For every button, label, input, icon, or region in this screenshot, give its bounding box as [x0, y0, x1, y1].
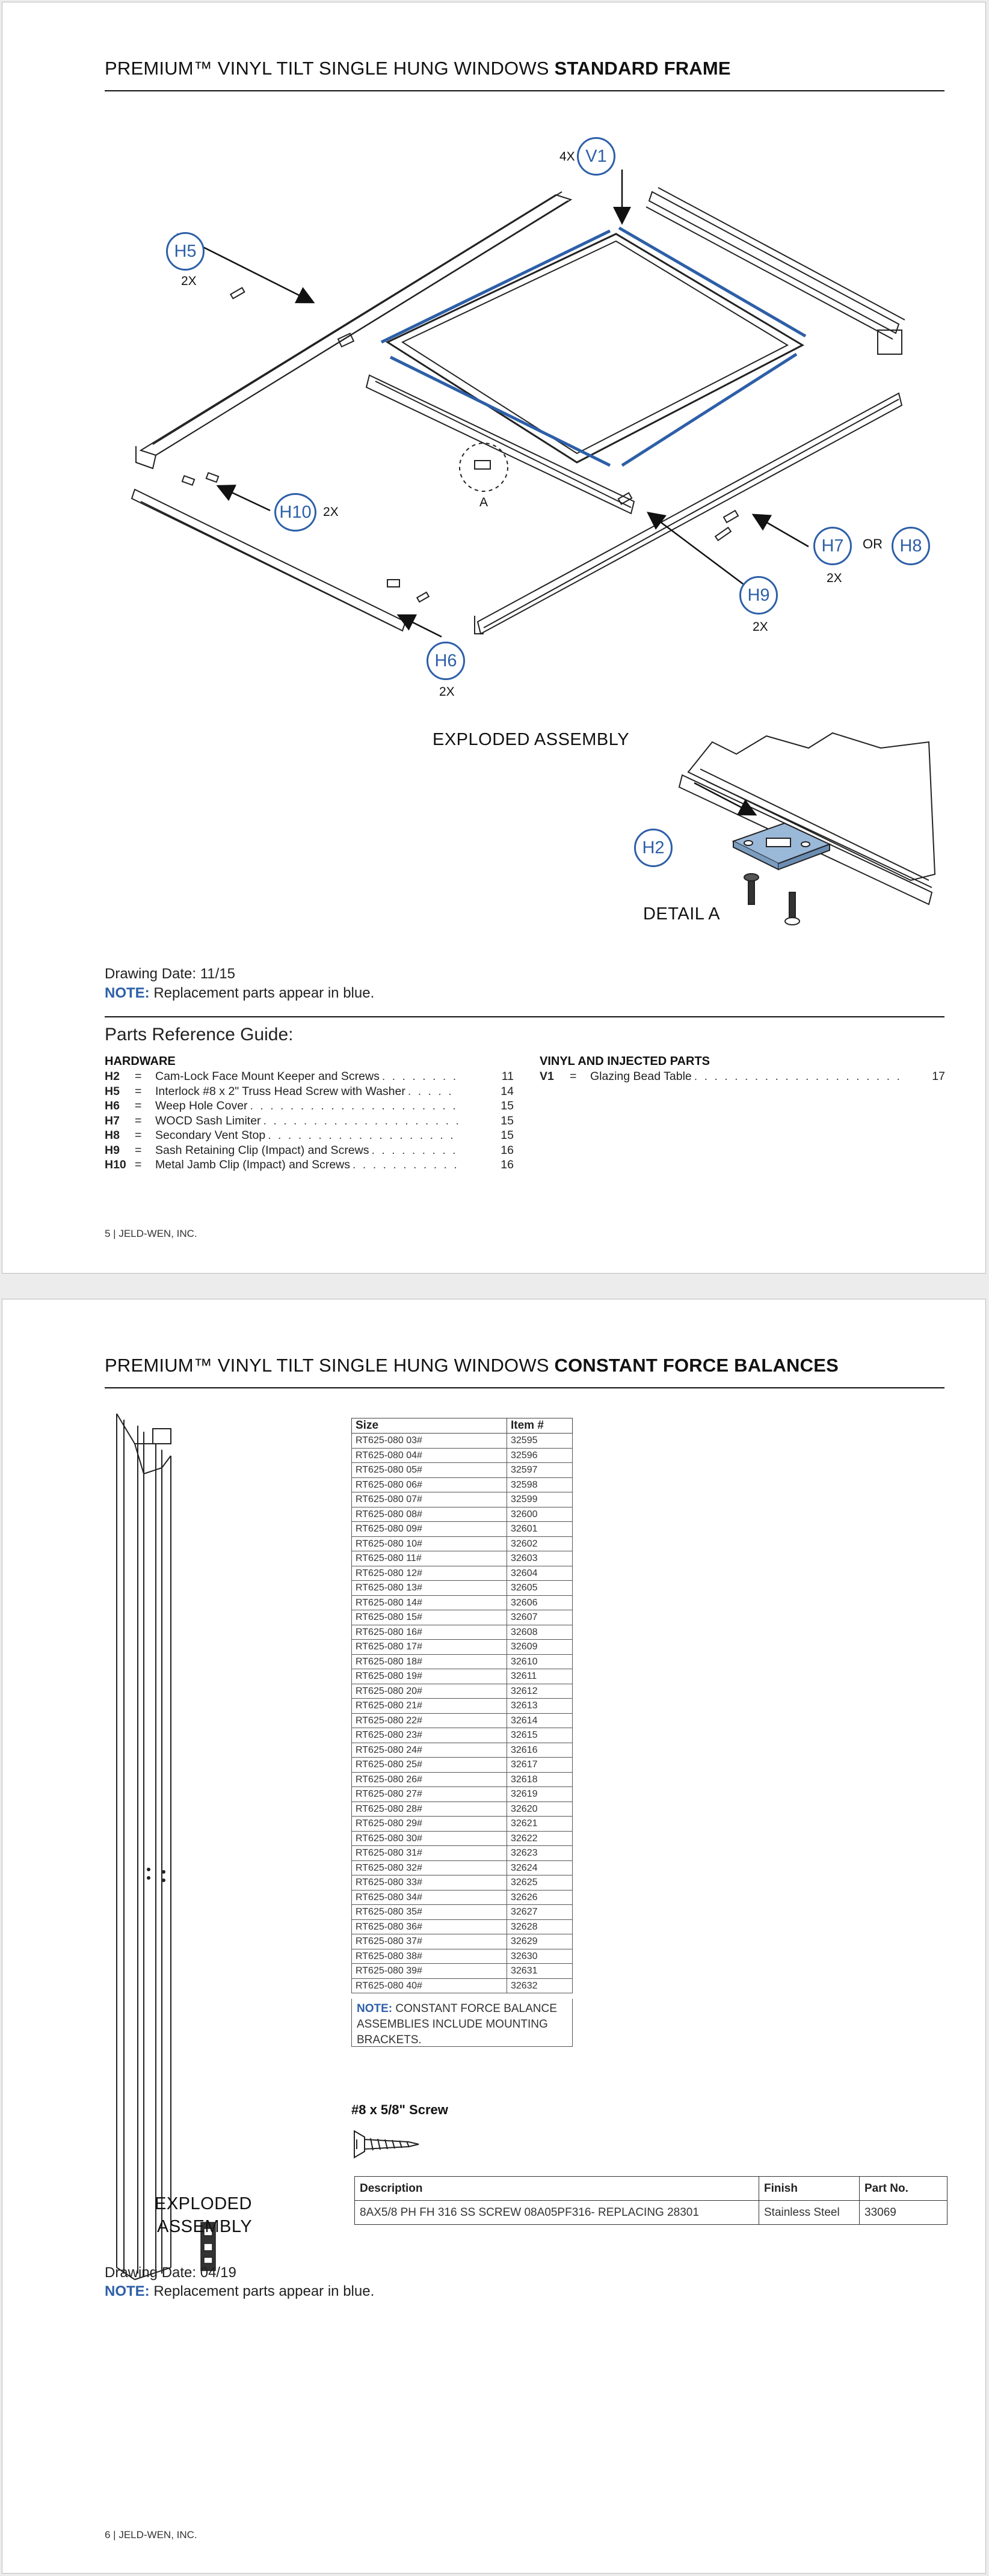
item-header: Item # [507, 1418, 573, 1434]
parts-ref-pg: 16 [501, 1158, 514, 1171]
item-cell: 32624 [507, 1860, 573, 1875]
item-cell: 32612 [507, 1684, 573, 1699]
parts-ref-dots: . . . . . . . . . [371, 1143, 458, 1157]
size-cell: RT625-080 25# [352, 1758, 507, 1773]
title-prefix: PREMIUM™ VINYL TILT SINGLE HUNG WINDOWS [105, 1355, 549, 1376]
parts-ref-pg: 15 [501, 1129, 514, 1142]
size-cell: RT625-080 17# [352, 1640, 507, 1655]
size-cell: RT625-080 33# [352, 1875, 507, 1891]
parts-ref-desc: Secondary Vent Stop [155, 1129, 266, 1142]
replacement-note [105, 985, 374, 1002]
parts-ref-code: V1 [540, 1070, 554, 1083]
parts-ref-desc: WOCD Sash Limiter [155, 1114, 261, 1127]
item-cell: 32625 [507, 1875, 573, 1891]
item-cell: 32623 [507, 1846, 573, 1861]
parts-ref-code: H2 [105, 1070, 120, 1083]
table-row [352, 1492, 573, 1507]
table-row [352, 1640, 573, 1655]
or-text: OR [863, 536, 883, 551]
parts-ref-code: H9 [105, 1143, 120, 1157]
item-cell: 32604 [507, 1566, 573, 1581]
item-cell: 32608 [507, 1625, 573, 1640]
table-row [352, 1699, 573, 1714]
table-row [352, 1610, 573, 1625]
exploded-label-line2: ASSEMBLY [157, 2217, 253, 2236]
table-row [352, 1654, 573, 1669]
item-cell: 32599 [507, 1492, 573, 1507]
table-row [352, 1448, 573, 1463]
callout-h10[interactable]: H10 [274, 493, 316, 532]
item-cell: 32615 [507, 1728, 573, 1743]
drawing-date: Drawing Date: 11/15 [105, 966, 236, 982]
size-cell: RT625-080 39# [352, 1964, 507, 1979]
page-title [105, 58, 944, 79]
table-row [352, 1507, 573, 1522]
size-cell: RT625-080 30# [352, 1831, 507, 1846]
size-cell: RT625-080 29# [352, 1817, 507, 1832]
size-cell: RT625-080 19# [352, 1669, 507, 1684]
balance-assembly-icon [111, 1408, 231, 2298]
item-cell: 32631 [507, 1964, 573, 1979]
parts-ref-dots: . . . . . . . . [381, 1070, 458, 1083]
h6-qty: 2X [439, 685, 455, 699]
parts-ref-eq: = [135, 1070, 142, 1083]
parts-ref-row [105, 1143, 514, 1158]
exploded-label-line1: EXPLODED [155, 2194, 252, 2213]
table-row [352, 1551, 573, 1566]
parts-ref-desc: Cam-Lock Face Mount Keeper and Screws [155, 1070, 380, 1083]
table-row [352, 1875, 573, 1891]
parts-ref-eq: = [135, 1158, 142, 1171]
h10-qty: 2X [323, 505, 339, 519]
item-cell: 32601 [507, 1522, 573, 1537]
table-row [352, 1890, 573, 1905]
page-footer: 5 | JELD-WEN, INC. [105, 1228, 197, 1239]
size-cell: RT625-080 07# [352, 1492, 507, 1507]
parts-ref-code: H7 [105, 1114, 120, 1127]
vinyl-list [540, 1069, 945, 1084]
item-cell: 32613 [507, 1699, 573, 1714]
table-row [352, 1477, 573, 1492]
item-cell: 32626 [507, 1890, 573, 1905]
item-cell: 32630 [507, 1949, 573, 1964]
manual-page-5 [2, 2, 986, 1274]
size-cell: RT625-080 10# [352, 1536, 507, 1551]
screw-title: #8 x 5/8" Screw [351, 2102, 448, 2117]
window-frame-icon [93, 117, 935, 658]
table-row [352, 1817, 573, 1832]
size-cell: RT625-080 15# [352, 1610, 507, 1625]
parts-ref-dots: . . . . . [407, 1084, 454, 1098]
title-prefix: PREMIUM™ VINYL TILT SINGLE HUNG WINDOWS [105, 58, 549, 79]
parts-ref-pg: 16 [501, 1143, 514, 1157]
item-cell: 32602 [507, 1536, 573, 1551]
description-cell: 8AX5/8 PH FH 316 SS SCREW 08A05PF316- REPLACING 28301 [355, 2201, 759, 2225]
size-cell: RT625-080 08# [352, 1507, 507, 1522]
table-note [351, 1999, 573, 2047]
callout-h8[interactable]: H8 [892, 527, 930, 565]
parts-ref-desc: Weep Hole Cover [155, 1099, 248, 1112]
size-cell: RT625-080 24# [352, 1743, 507, 1758]
replacement-note [105, 2283, 374, 2300]
size-cell: RT625-080 12# [352, 1566, 507, 1581]
table-row [352, 1905, 573, 1920]
parts-ref-code: H8 [105, 1129, 120, 1142]
v1-qty: 4X [559, 150, 575, 164]
size-cell: RT625-080 37# [352, 1934, 507, 1949]
size-cell: RT625-080 13# [352, 1581, 507, 1596]
item-cell: 32629 [507, 1934, 573, 1949]
balance-size-table [351, 1418, 573, 1993]
table-row [352, 1846, 573, 1861]
parts-ref-dots: . . . . . . . . . . . . . . . . . . . . [263, 1114, 461, 1127]
item-cell: 32606 [507, 1595, 573, 1610]
section-rule [105, 1016, 944, 1017]
size-cell: RT625-080 04# [352, 1448, 507, 1463]
hardware-heading: HARDWARE [105, 1055, 176, 1068]
table-row [352, 1978, 573, 1993]
table-row [352, 1758, 573, 1773]
size-cell: RT625-080 09# [352, 1522, 507, 1537]
size-cell: RT625-080 32# [352, 1860, 507, 1875]
h5-qty: 2X [181, 274, 197, 288]
parts-ref-desc: Interlock #8 x 2" Truss Head Screw with Washer [155, 1084, 405, 1098]
table-row [352, 1860, 573, 1875]
callout-h5[interactable]: H5 [166, 232, 205, 271]
description-header: Description [355, 2177, 759, 2201]
hardware-list [105, 1069, 514, 1173]
table-row [352, 1684, 573, 1699]
part-no-cell: 33069 [860, 2201, 947, 2225]
note-text: Replacement parts appear in blue. [149, 985, 375, 1001]
parts-ref-eq: = [135, 1114, 142, 1127]
item-cell: 32609 [507, 1640, 573, 1655]
cam-lock-keeper-icon [628, 730, 941, 983]
table-row [352, 1831, 573, 1846]
size-cell: RT625-080 34# [352, 1890, 507, 1905]
parts-ref-dots: . . . . . . . . . . . . . . . . . . . . . [694, 1070, 902, 1083]
parts-ref-pg: 15 [501, 1114, 514, 1127]
table-row [352, 1772, 573, 1787]
part-no-header: Part No. [860, 2177, 947, 2201]
callout-h9[interactable]: H9 [739, 576, 778, 615]
parts-ref-row [105, 1158, 514, 1173]
note-label: NOTE: [105, 985, 150, 1001]
parts-ref-code: H6 [105, 1099, 120, 1112]
item-cell: 32617 [507, 1758, 573, 1773]
parts-ref-pg: 14 [501, 1084, 514, 1098]
table-row [352, 1566, 573, 1581]
size-cell: RT625-080 14# [352, 1595, 507, 1610]
item-cell: 32600 [507, 1507, 573, 1522]
item-cell: 32605 [507, 1581, 573, 1596]
size-cell: RT625-080 21# [352, 1699, 507, 1714]
table-row [352, 1536, 573, 1551]
table-row [352, 1743, 573, 1758]
screw-icon [351, 2126, 424, 2162]
item-cell: 32621 [507, 1817, 573, 1832]
h7-qty: 2X [827, 571, 842, 585]
callout-h2[interactable]: H2 [634, 829, 673, 867]
parts-ref-desc: Glazing Bead Table [590, 1070, 692, 1083]
size-cell: RT625-080 03# [352, 1434, 507, 1449]
table-note-text: CONSTANT FORCE BALANCE ASSEMBLIES INCLUDE MOUNTING BRACKETS. [357, 2002, 557, 2046]
size-cell: RT625-080 38# [352, 1949, 507, 1964]
size-cell: RT625-080 20# [352, 1684, 507, 1699]
item-cell: 32628 [507, 1919, 573, 1934]
parts-ref-dots: . . . . . . . . . . . [353, 1158, 459, 1171]
size-cell: RT625-080 06# [352, 1477, 507, 1492]
table-row [352, 1669, 573, 1684]
parts-ref-row [105, 1069, 514, 1084]
parts-reference-title: Parts Reference Guide: [105, 1025, 294, 1044]
parts-ref-row [105, 1128, 514, 1143]
table-header-row [352, 1418, 573, 1434]
table-row [352, 1713, 573, 1728]
table-row [352, 1919, 573, 1934]
item-cell: 32611 [507, 1669, 573, 1684]
parts-ref-desc: Metal Jamb Clip (Impact) and Screws [155, 1158, 351, 1171]
table-row [352, 1802, 573, 1817]
size-cell: RT625-080 26# [352, 1772, 507, 1787]
item-cell: 32598 [507, 1477, 573, 1492]
size-cell: RT625-080 28# [352, 1802, 507, 1817]
table-row [352, 1934, 573, 1949]
page-title [105, 1355, 944, 1376]
item-cell: 32618 [507, 1772, 573, 1787]
item-cell: 32603 [507, 1551, 573, 1566]
detail-ref-a: A [479, 495, 488, 509]
table-row [352, 1595, 573, 1610]
item-cell: 32619 [507, 1787, 573, 1802]
size-cell: RT625-080 27# [352, 1787, 507, 1802]
size-cell: RT625-080 40# [352, 1978, 507, 1993]
callout-h6[interactable]: H6 [427, 642, 465, 680]
title-bold: CONSTANT FORCE BALANCES [554, 1355, 839, 1376]
table-row [352, 1949, 573, 1964]
item-cell: 32620 [507, 1802, 573, 1817]
item-cell: 32632 [507, 1978, 573, 1993]
parts-ref-row [540, 1069, 945, 1084]
item-cell: 32595 [507, 1434, 573, 1449]
size-cell: RT625-080 23# [352, 1728, 507, 1743]
item-cell: 32614 [507, 1713, 573, 1728]
table-row [352, 1964, 573, 1979]
parts-ref-eq: = [135, 1099, 142, 1112]
parts-header-row [355, 2177, 947, 2201]
item-cell: 32607 [507, 1610, 573, 1625]
size-cell: RT625-080 18# [352, 1654, 507, 1669]
size-cell: RT625-080 05# [352, 1463, 507, 1478]
vinyl-heading: VINYL AND INJECTED PARTS [540, 1055, 710, 1068]
title-rule [105, 1387, 944, 1388]
item-cell: 32622 [507, 1831, 573, 1846]
parts-ref-pg: 15 [501, 1099, 514, 1112]
note-label: NOTE: [105, 2283, 150, 2299]
drawing-date: Drawing Date: 04/19 [105, 2265, 236, 2281]
size-cell: RT625-080 36# [352, 1919, 507, 1934]
manual-page-6 [2, 1299, 986, 2574]
size-header: Size [352, 1418, 507, 1434]
parts-ref-eq: = [570, 1070, 577, 1083]
item-cell: 32596 [507, 1448, 573, 1463]
size-cell: RT625-080 22# [352, 1713, 507, 1728]
callout-h7[interactable]: H7 [813, 527, 852, 565]
table-row [355, 2201, 947, 2225]
parts-ref-eq: = [135, 1084, 142, 1098]
parts-ref-code: H10 [105, 1158, 126, 1171]
item-cell: 32597 [507, 1463, 573, 1478]
table-row [352, 1522, 573, 1537]
table-row [352, 1728, 573, 1743]
table-row [352, 1581, 573, 1596]
item-cell: 32627 [507, 1905, 573, 1920]
size-cell: RT625-080 16# [352, 1625, 507, 1640]
table-note-label: NOTE: [357, 2002, 393, 2015]
parts-ref-pg: 17 [932, 1070, 945, 1083]
finish-header: Finish [759, 2177, 860, 2201]
parts-ref-dots: . . . . . . . . . . . . . . . . . . . . . [250, 1099, 458, 1112]
parts-ref-row [105, 1084, 514, 1099]
callout-v1[interactable]: V1 [577, 137, 615, 176]
detail-a-label: DETAIL A [643, 904, 721, 924]
parts-ref-desc: Sash Retaining Clip (Impact) and Screws [155, 1143, 369, 1157]
parts-table [354, 2176, 947, 2225]
table-row [352, 1787, 573, 1802]
size-cell: RT625-080 35# [352, 1905, 507, 1920]
size-cell: RT625-080 31# [352, 1846, 507, 1861]
parts-ref-pg: 11 [501, 1070, 514, 1083]
exploded-assembly-label: EXPLODED ASSEMBLY [433, 730, 630, 749]
parts-ref-eq: = [135, 1129, 142, 1142]
parts-ref-dots: . . . . . . . . . . . . . . . . . . . [268, 1129, 455, 1142]
page-footer: 6 | JELD-WEN, INC. [105, 2529, 197, 2541]
table-row [352, 1434, 573, 1449]
item-cell: 32610 [507, 1654, 573, 1669]
title-rule [105, 90, 944, 91]
note-text: Replacement parts appear in blue. [149, 2283, 375, 2299]
table-row [352, 1463, 573, 1478]
h9-qty: 2X [753, 620, 768, 634]
parts-ref-code: H5 [105, 1084, 120, 1098]
title-bold: STANDARD FRAME [554, 58, 731, 79]
size-cell: RT625-080 11# [352, 1551, 507, 1566]
parts-ref-eq: = [135, 1143, 142, 1157]
item-cell: 32616 [507, 1743, 573, 1758]
table-row [352, 1625, 573, 1640]
parts-ref-row [105, 1099, 514, 1114]
finish-cell: Stainless Steel [759, 2201, 860, 2225]
parts-ref-row [105, 1114, 514, 1129]
